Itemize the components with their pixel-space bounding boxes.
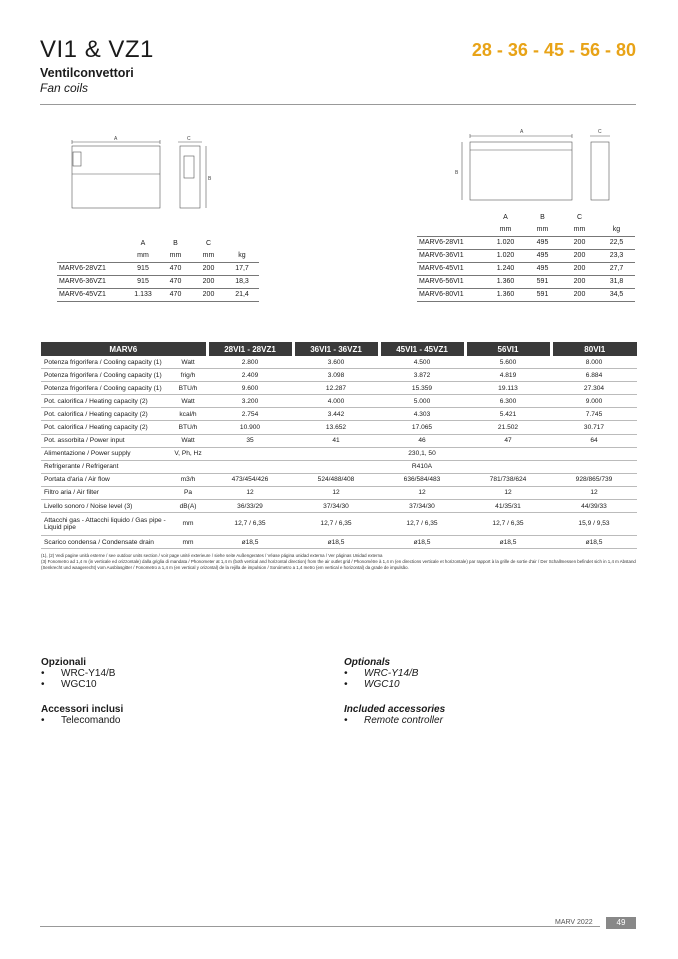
table-cell: 7.745 bbox=[551, 408, 637, 421]
table-cell: 473/454/426 bbox=[207, 473, 293, 486]
table-cell: Pot. calorifica / Heating capacity (2) bbox=[41, 395, 169, 408]
table-row: MARV6-45VZ1 1.133 470 200 21,4 bbox=[57, 289, 259, 302]
dim-label-c-right: C bbox=[598, 129, 602, 135]
table-cell: 36/33/29 bbox=[207, 500, 293, 513]
table-row bbox=[41, 356, 637, 369]
table-cell: 3.442 bbox=[293, 408, 379, 421]
table-cell: 12 bbox=[379, 486, 465, 499]
vi1-dimensions-table: A B C mm mm mm kg MARV6-28VI1 1.020 495 200 22,5 MARV6-36VI1 1.020 495 200 23,3 MARV6-45VI1 1.240 495 200 27,7 MARV6-56VI1 1.360 591 200 31,8 MARV6-80VI1 1.360 591 200 34,5 bbox=[417, 212, 635, 302]
table-cell: 12 bbox=[293, 486, 379, 499]
table-cell: Pot. calorifica / Heating capacity (2) bbox=[41, 421, 169, 434]
footnote-2: (3) Fonometro ad 1,4 m (in verticale ed orizzontale) dalla griglia di mandata / Phonometer at 1,4 m (both vertical and horizontal direction) from the air outlet grid / Phonomètre à 1,4 m (en directions verticale et horizontale) par rapport à la grille de sortie d'air / Der Schallmessen befindet sich in 1,4 m Abstand (Senkrecht und waagerecht) vom Ausblasgitter / Fonometro a 1,4 m (en vertical y orizontal) de la rejilla de impulsion / Sonómetro a 1,4 metro (em vertical e horizontal) da grade de impulsão. bbox=[41, 559, 636, 570]
table-row bbox=[41, 513, 637, 536]
table-cell: 27.304 bbox=[551, 382, 637, 395]
table-cell: V, Ph, Hz bbox=[169, 447, 207, 460]
table-row bbox=[41, 486, 637, 499]
dim-label-b: B bbox=[208, 176, 212, 182]
table-cell: Pot. assorbita / Power input bbox=[41, 434, 169, 447]
table-cell: 21.502 bbox=[465, 421, 551, 434]
table-row: MARV6-56VI1 1.360 591 200 31,8 bbox=[417, 276, 635, 289]
list-item: • WRC-Y14/B bbox=[344, 668, 419, 679]
table-row bbox=[41, 500, 637, 513]
footer-divider bbox=[40, 926, 600, 927]
table-cell: 2.800 bbox=[207, 356, 293, 369]
subtitle-it: Ventilconvettori bbox=[40, 66, 134, 80]
footer-text: MARV 2022 bbox=[555, 919, 593, 926]
table-cell: 41 bbox=[293, 434, 379, 447]
table-row bbox=[41, 369, 637, 382]
table-cell: 10.900 bbox=[207, 421, 293, 434]
table-cell: 41/35/31 bbox=[465, 500, 551, 513]
table-cell: 17.065 bbox=[379, 421, 465, 434]
table-cell: m3/h bbox=[169, 473, 207, 486]
table-cell: mm bbox=[169, 536, 207, 549]
table-row bbox=[41, 434, 637, 447]
table-row: MARV6-28VZ1 915 470 200 17,7 bbox=[57, 263, 259, 276]
table-cell: 928/865/739 bbox=[551, 473, 637, 486]
table-cell: 12,7 / 6,35 bbox=[379, 513, 465, 536]
table-cell: ø18,5 bbox=[551, 536, 637, 549]
table-cell: 47 bbox=[465, 434, 551, 447]
table-row: MARV6-80VI1 1.360 591 200 34,5 bbox=[417, 289, 635, 302]
table-cell: 4.000 bbox=[293, 395, 379, 408]
dim-label-a-right: A bbox=[520, 129, 524, 135]
table-cell: Attacchi gas - Attacchi liquido / Gas pipe - Liquid pipe bbox=[41, 513, 169, 536]
spec-header-model: MARV6 bbox=[41, 342, 207, 356]
table-cell: 6.300 bbox=[465, 395, 551, 408]
table-cell: Refrigerante / Refrigerant bbox=[41, 460, 169, 473]
table-row bbox=[41, 473, 637, 486]
table-cell: 3.600 bbox=[293, 356, 379, 369]
table-cell: 2.409 bbox=[207, 369, 293, 382]
table-cell: 15.359 bbox=[379, 382, 465, 395]
table-cell: ø18,5 bbox=[465, 536, 551, 549]
table-cell: Pa bbox=[169, 486, 207, 499]
table-cell: 8.000 bbox=[551, 356, 637, 369]
table-cell: Portata d'aria / Air flow bbox=[41, 473, 169, 486]
table-cell: 46 bbox=[379, 434, 465, 447]
table-cell: BTU/h bbox=[169, 382, 207, 395]
table-cell: ø18,5 bbox=[293, 536, 379, 549]
dim-label-c: C bbox=[187, 136, 191, 142]
table-row bbox=[41, 408, 637, 421]
page-title: VI1 & VZ1 bbox=[40, 36, 154, 63]
accessories-title-it: Accessori inclusi bbox=[41, 704, 124, 715]
table-cell: 524/488/408 bbox=[293, 473, 379, 486]
table-cell: Livello sonoro / Noise level (3) bbox=[41, 500, 169, 513]
dim-label-b-right: B bbox=[455, 170, 459, 176]
table-cell: 12.287 bbox=[293, 382, 379, 395]
table-cell: 5.600 bbox=[465, 356, 551, 369]
table-cell: 15,9 / 9,53 bbox=[551, 513, 637, 536]
table-cell: 9.000 bbox=[551, 395, 637, 408]
table-row bbox=[41, 421, 637, 434]
model-sizes: 28 - 36 - 45 - 56 - 80 bbox=[471, 40, 636, 60]
table-cell: 3.098 bbox=[293, 369, 379, 382]
table-cell: Filtro aria / Air filter bbox=[41, 486, 169, 499]
table-cell: Potenza frigorifera / Cooling capacity (1) bbox=[41, 356, 169, 369]
table-cell: 9.600 bbox=[207, 382, 293, 395]
table-row bbox=[41, 447, 637, 460]
table-cell: 64 bbox=[551, 434, 637, 447]
table-cell: 5.421 bbox=[465, 408, 551, 421]
dim-label-a: A bbox=[114, 136, 118, 142]
table-cell: Pot. calorifica / Heating capacity (2) bbox=[41, 408, 169, 421]
table-row bbox=[41, 395, 637, 408]
table-cell: 37/34/30 bbox=[293, 500, 379, 513]
table-cell: 13.652 bbox=[293, 421, 379, 434]
table-row: MARV6-28VI1 1.020 495 200 22,5 bbox=[417, 237, 635, 250]
spec-header-36: 36VI1 - 36VZ1 bbox=[293, 342, 379, 356]
spec-header-28: 28VI1 - 28VZ1 bbox=[207, 342, 293, 356]
table-cell: 4.303 bbox=[379, 408, 465, 421]
table-cell: Potenza frigorifera / Cooling capacity (1) bbox=[41, 382, 169, 395]
table-cell: 12 bbox=[465, 486, 551, 499]
table-cell: 2.754 bbox=[207, 408, 293, 421]
header-divider bbox=[40, 104, 636, 105]
table-cell: 30.717 bbox=[551, 421, 637, 434]
spec-header-56: 56VI1 bbox=[465, 342, 551, 356]
table-cell: 12 bbox=[551, 486, 637, 499]
accessories-title-en: Included accessories bbox=[344, 704, 446, 715]
list-item: • WGC10 bbox=[41, 679, 97, 690]
table-cell: mm bbox=[169, 513, 207, 536]
table-cell: 4.500 bbox=[379, 356, 465, 369]
options-en bbox=[344, 657, 418, 690]
table-row: MARV6-36VI1 1.020 495 200 23,3 bbox=[417, 250, 635, 263]
table-cell: 35 bbox=[207, 434, 293, 447]
table-cell: 636/584/483 bbox=[379, 473, 465, 486]
table-cell: 4.819 bbox=[465, 369, 551, 382]
options-title-it: Opzionali bbox=[41, 657, 86, 668]
table-cell: Potenza frigorifera / Cooling capacity (1) bbox=[41, 369, 169, 382]
list-item: • WGC10 bbox=[344, 679, 400, 690]
table-cell: ø18,5 bbox=[379, 536, 465, 549]
table-cell: 12,7 / 6,35 bbox=[207, 513, 293, 536]
table-cell: 5.000 bbox=[379, 395, 465, 408]
table-cell: BTU/h bbox=[169, 421, 207, 434]
vz1-dimension-drawing bbox=[60, 130, 220, 215]
table-row: MARV6-45VI1 1.240 495 200 27,7 bbox=[417, 263, 635, 276]
vz1-dimensions-table: A B C mm mm mm kg MARV6-28VZ1 915 470 200 17,7 MARV6-36VZ1 915 470 200 18,3 MARV6-45VZ1 1.133 470 200 21,4 bbox=[57, 238, 259, 302]
table-row: MARV6-36VZ1 915 470 200 18,3 bbox=[57, 276, 259, 289]
footnote-1: (1), (2) Vedi pagine unità esterne / see outdoor units section / voir page unité exterieure / siehe seite Außengerates / Véase página unidad externa / Ver páginas Unidad externa bbox=[41, 553, 383, 558]
options-title-en: Optionals bbox=[344, 657, 391, 668]
table-cell: 230,1, 50 bbox=[207, 447, 637, 460]
table-cell: 19.113 bbox=[465, 382, 551, 395]
options-it bbox=[41, 657, 115, 690]
table-cell: R410A bbox=[207, 460, 637, 473]
list-item: • WRC-Y14/B bbox=[41, 668, 116, 679]
list-item: • Telecomando bbox=[41, 715, 121, 726]
table-cell bbox=[169, 460, 207, 473]
table-cell: frig/h bbox=[169, 369, 207, 382]
table-row bbox=[41, 460, 637, 473]
table-cell: 3.200 bbox=[207, 395, 293, 408]
accessories-it bbox=[41, 704, 123, 726]
subtitle-en: Fan coils bbox=[40, 81, 89, 95]
table-cell: dB(A) bbox=[169, 500, 207, 513]
list-item: • Remote controller bbox=[344, 715, 443, 726]
table-row bbox=[41, 536, 637, 549]
table-cell: 12,7 / 6,35 bbox=[465, 513, 551, 536]
table-cell: 37/34/30 bbox=[379, 500, 465, 513]
table-cell: 6.884 bbox=[551, 369, 637, 382]
table-cell: 12 bbox=[207, 486, 293, 499]
vi1-dimension-drawing bbox=[450, 126, 630, 206]
spec-header-80: 80VI1 bbox=[551, 342, 637, 356]
table-cell: Watt bbox=[169, 395, 207, 408]
page-number: 49 bbox=[606, 917, 636, 929]
table-cell: 44/39/33 bbox=[551, 500, 637, 513]
table-cell: Scarico condensa / Condensate drain bbox=[41, 536, 169, 549]
spec-header-45: 45VI1 - 45VZ1 bbox=[379, 342, 465, 356]
table-cell: ø18,5 bbox=[207, 536, 293, 549]
specifications-table bbox=[41, 342, 637, 549]
table-cell: 12,7 / 6,35 bbox=[293, 513, 379, 536]
table-cell: kcal/h bbox=[169, 408, 207, 421]
accessories-en bbox=[344, 704, 445, 726]
footnotes bbox=[41, 553, 637, 571]
table-cell: 781/738/624 bbox=[465, 473, 551, 486]
table-cell: Watt bbox=[169, 434, 207, 447]
table-cell: 3.872 bbox=[379, 369, 465, 382]
table-cell: Alimentazione / Power supply bbox=[41, 447, 169, 460]
table-row bbox=[41, 382, 637, 395]
table-cell: Watt bbox=[169, 356, 207, 369]
